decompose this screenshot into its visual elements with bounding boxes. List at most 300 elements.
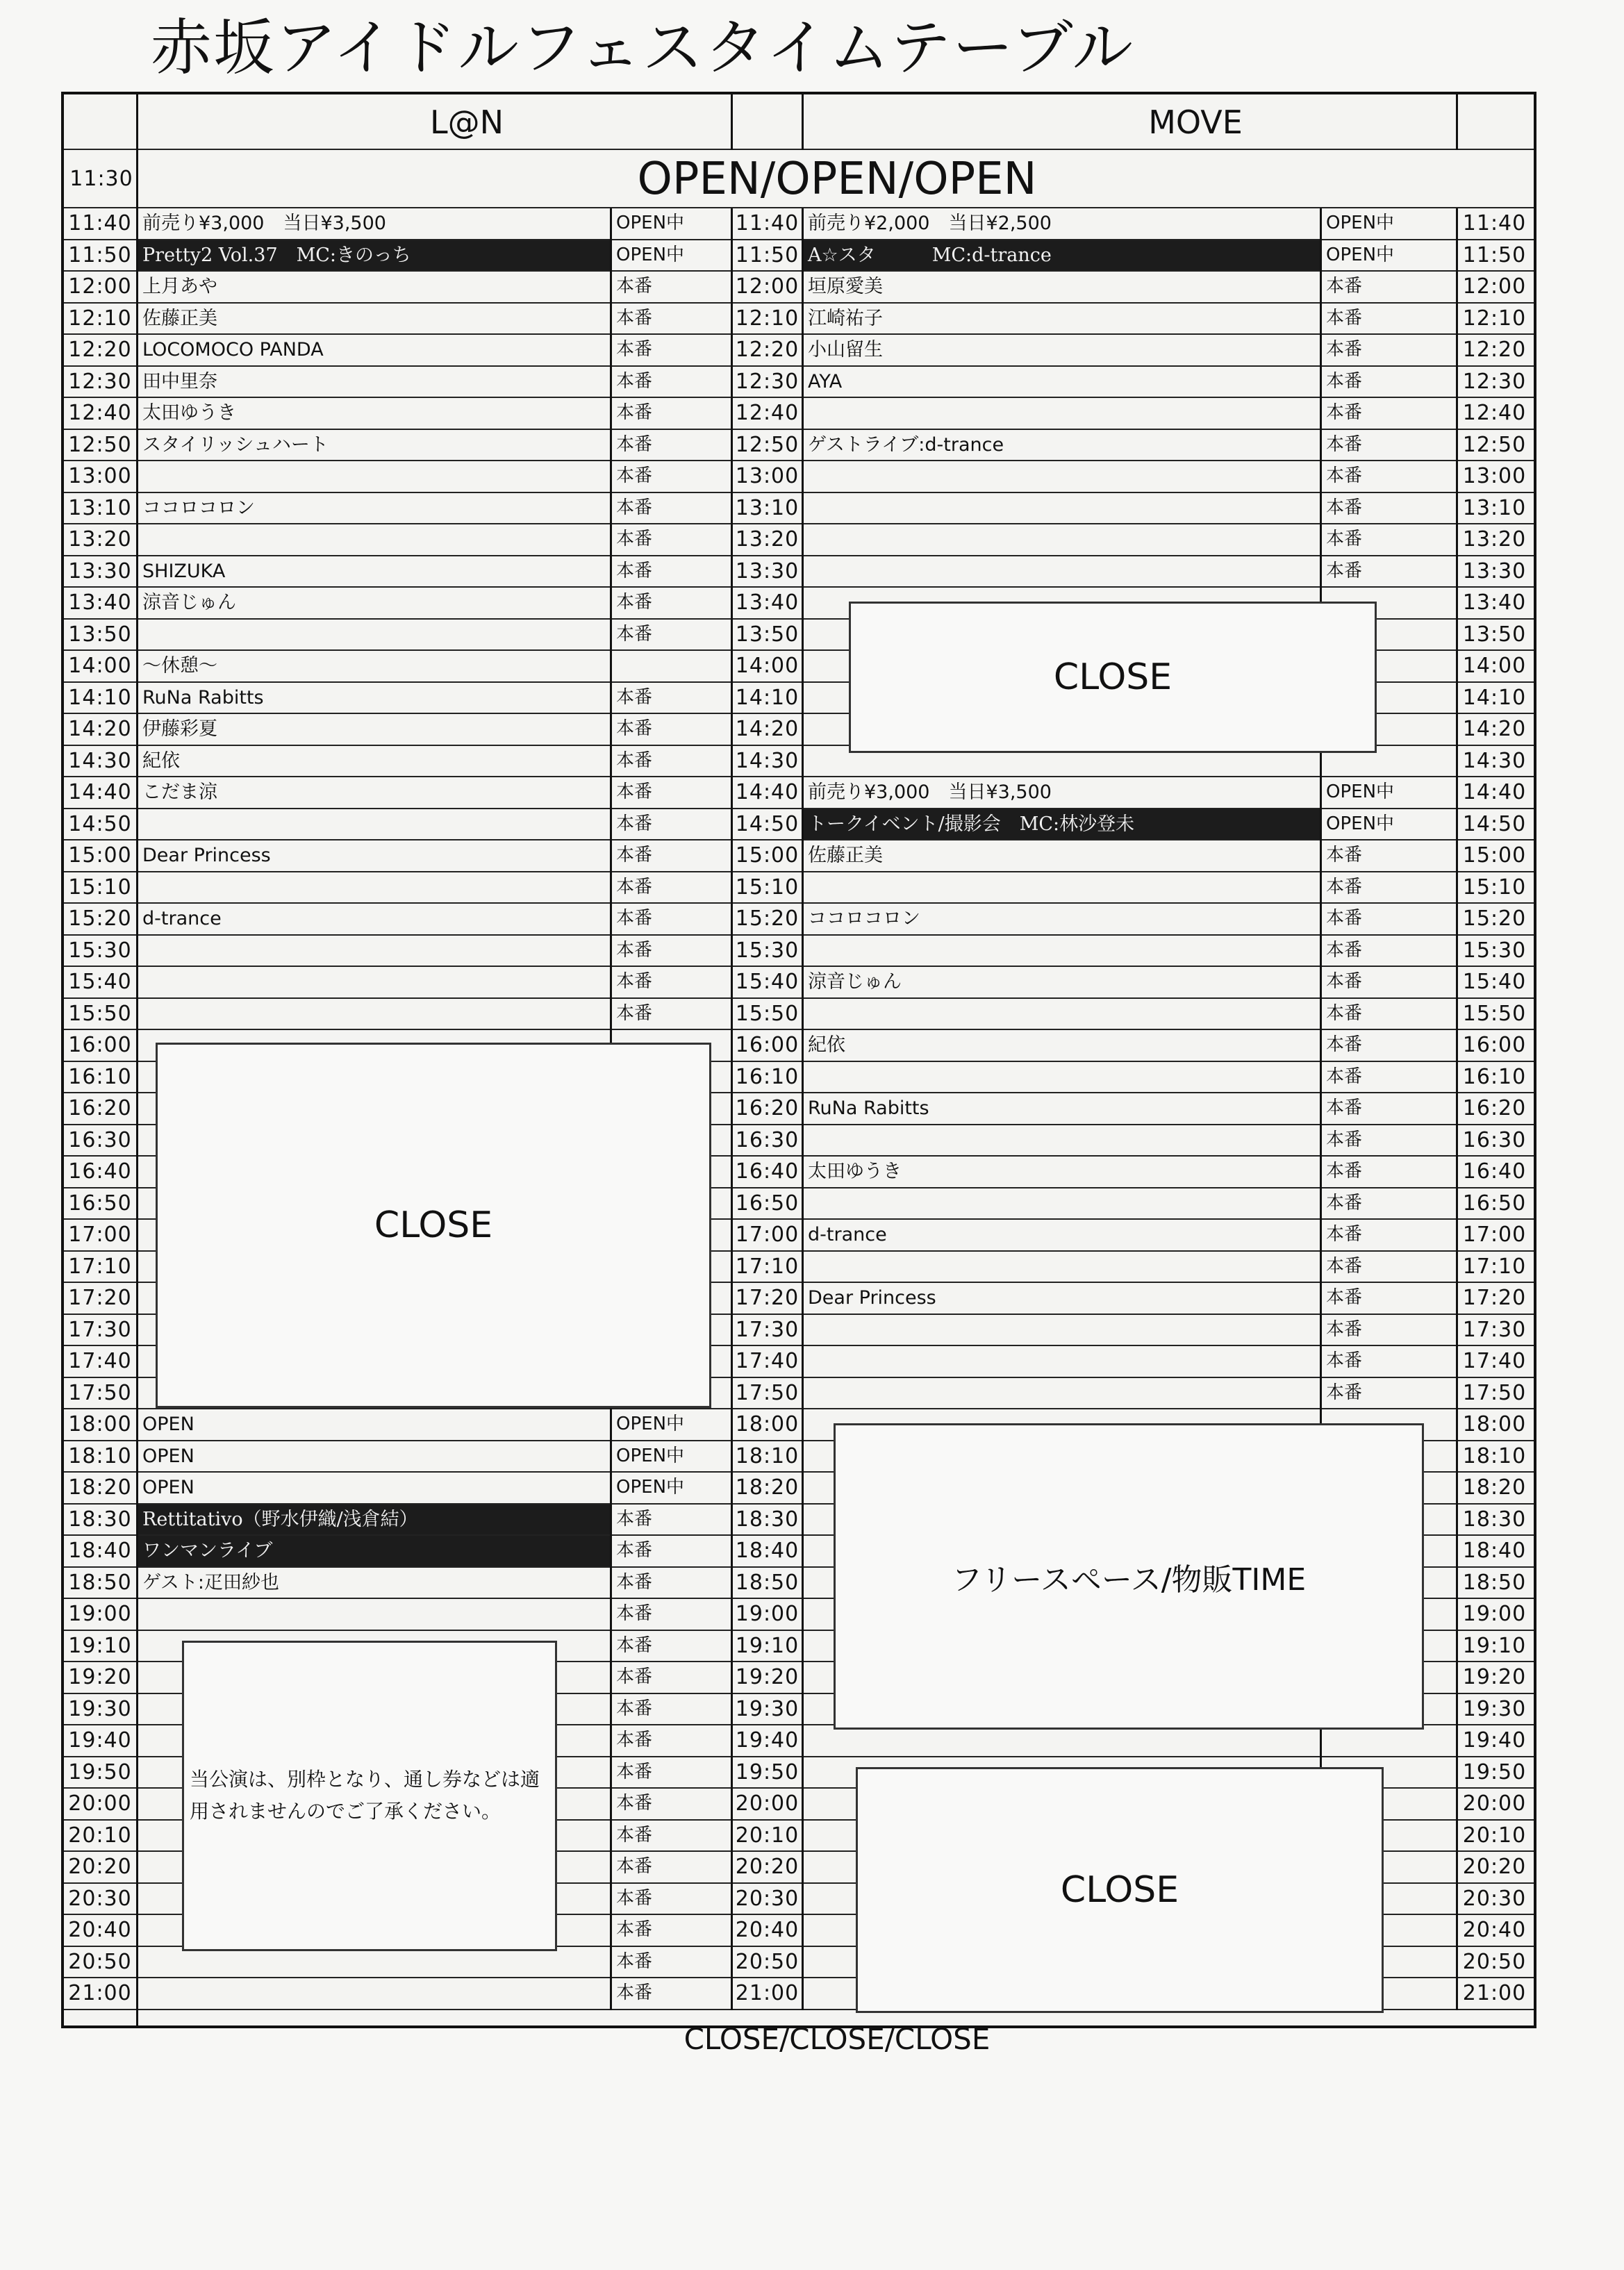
row-time-right: 18:10 (1462, 1443, 1527, 1468)
right-act-name: 紀依 (808, 1034, 845, 1056)
row-time-left: 18:30 (68, 1507, 132, 1532)
row-time-left: 18:50 (68, 1570, 132, 1595)
row-time-center: 15:50 (735, 1001, 799, 1026)
row-time-left: 14:50 (68, 811, 132, 836)
row-time-center: 12:00 (735, 274, 799, 299)
row-time-center: 16:10 (735, 1064, 799, 1089)
row-time-right: 15:30 (1462, 938, 1527, 963)
row-time-left: 21:00 (68, 1981, 132, 2005)
row-time-left: 18:40 (68, 1539, 132, 1563)
row-time-left: 15:10 (68, 875, 132, 900)
left-act-name (138, 1599, 610, 1630)
left-act-name: ゲスト:疋田紗也 (142, 1571, 280, 1593)
row-time-left: 17:30 (68, 1317, 132, 1342)
table-row (64, 240, 1534, 272)
row-time-right: 17:50 (1462, 1380, 1527, 1405)
row-time-left: 17:40 (68, 1349, 132, 1373)
table-row (64, 430, 1534, 462)
grid-line (731, 208, 733, 2010)
row-time-center: 20:20 (735, 1855, 799, 1879)
left-act-name: 佐藤正美 (142, 307, 217, 329)
row-time-center: 11:50 (735, 242, 799, 267)
row-time-center: 16:20 (735, 1096, 799, 1120)
left-status: 本番 (616, 1002, 653, 1024)
row-time-center: 13:20 (735, 527, 799, 552)
right-act-name: 前売り¥2,000 当日¥2,500 (808, 213, 1052, 234)
row-time-center: 20:40 (735, 1918, 799, 1942)
left-act-name: Pretty2 Vol.37 MC:きのっち (138, 240, 610, 271)
row-time-right: 17:40 (1462, 1349, 1527, 1373)
left-status: 本番 (616, 1634, 653, 1656)
left-act-name: 上月あや (142, 276, 217, 297)
row-time-right: 19:30 (1462, 1696, 1527, 1721)
left-status: 本番 (616, 686, 653, 708)
row-time-center: 19:40 (735, 1728, 799, 1753)
row-time-center: 15:40 (735, 970, 799, 994)
right-act-name (804, 936, 1320, 966)
row-time-center: 19:20 (735, 1665, 799, 1689)
left-status: 本番 (616, 370, 653, 392)
row-time-right: 12:50 (1462, 432, 1527, 457)
row-time-right: 20:10 (1462, 1823, 1527, 1848)
table-row (64, 872, 1534, 904)
right-act-name: 太田ゆうき (808, 1161, 902, 1182)
row-time-left: 13:00 (68, 464, 132, 488)
table-row (64, 840, 1534, 872)
left-act-name: OPEN (142, 1414, 194, 1435)
left-act-name: こだま涼 (142, 781, 217, 803)
left-act-name (138, 872, 610, 903)
row-time-center: 11:40 (735, 211, 799, 235)
row-time-right: 19:40 (1462, 1728, 1527, 1753)
row-time-right: 16:20 (1462, 1096, 1527, 1120)
right-act-name (804, 999, 1320, 1029)
row-time-left: 15:40 (68, 970, 132, 994)
row-time-right: 20:20 (1462, 1855, 1527, 1879)
row-time-left: 16:30 (68, 1127, 132, 1152)
right-status: 本番 (1326, 370, 1363, 392)
row-time-left: 18:20 (68, 1475, 132, 1500)
timetable-grid (61, 92, 1536, 2056)
row-time-right: 14:30 (1462, 748, 1527, 773)
stage-header-row (64, 94, 1534, 150)
row-time-center: 18:00 (735, 1412, 799, 1436)
left-status: 本番 (616, 1571, 653, 1593)
stage-header-right: MOVE (1148, 103, 1243, 141)
left-status: 本番 (616, 1824, 653, 1846)
row-time-center: 16:00 (735, 1033, 799, 1057)
left-status: 本番 (616, 1540, 653, 1561)
left-status: 本番 (616, 529, 653, 549)
row-time-left: 13:40 (68, 590, 132, 615)
right-act-name (804, 398, 1320, 429)
left-act-name: 太田ゆうき (142, 402, 236, 424)
row-time-left: 15:20 (68, 906, 132, 931)
left-act-name: 田中里奈 (142, 370, 217, 392)
table-row (64, 524, 1534, 556)
left-status: OPEN中 (616, 1477, 685, 1498)
left-status: 本番 (616, 276, 653, 297)
row-time-left: 12:30 (68, 369, 132, 394)
left-status: 本番 (616, 1982, 653, 2003)
table-row (64, 777, 1534, 809)
page-title: 赤坂アイドルフェスタイムテーブル (150, 12, 1135, 83)
row-time-center: 14:30 (735, 748, 799, 773)
row-time-right: 18:00 (1462, 1412, 1527, 1436)
right-status: 本番 (1326, 1382, 1363, 1403)
row-time-right: 15:50 (1462, 1001, 1527, 1026)
row-time-center: 12:10 (735, 306, 799, 331)
row-time-center: 20:30 (735, 1886, 799, 1911)
table-row (64, 556, 1534, 588)
row-time-center: 14:50 (735, 811, 799, 836)
right-act-name: 江崎祐子 (808, 307, 883, 329)
row-time-center: 13:10 (735, 495, 799, 520)
row-time-right: 14:40 (1462, 780, 1527, 804)
left-status: OPEN中 (616, 213, 685, 233)
row-time-center: 13:30 (735, 558, 799, 583)
grid-line (1456, 208, 1458, 2010)
row-time-center: 14:00 (735, 654, 799, 678)
right-act-name (804, 1725, 1320, 1756)
right-status: 本番 (1326, 1287, 1363, 1308)
left-status: 本番 (616, 1887, 653, 1909)
left-act-name (138, 967, 610, 997)
left-act-name: ココロコロン (142, 497, 255, 519)
table-row (64, 398, 1534, 430)
right-act-name (804, 1125, 1320, 1156)
row-time-right: 15:40 (1462, 970, 1527, 994)
row-time-center: 17:10 (735, 1254, 799, 1279)
row-time-left: 19:50 (68, 1759, 132, 1784)
row-time-center: 18:30 (735, 1507, 799, 1532)
left-status: OPEN中 (616, 1445, 685, 1466)
table-row (64, 367, 1534, 399)
right-act-name (804, 461, 1320, 492)
table-row (64, 461, 1534, 493)
table-row (64, 208, 1534, 240)
left-act-name: 前売り¥3,000 当日¥3,500 (142, 213, 386, 234)
right-status: 本番 (1326, 433, 1363, 455)
row-time-center: 19:00 (735, 1602, 799, 1626)
row-time-right: 19:00 (1462, 1602, 1527, 1626)
right-status: 本番 (1326, 307, 1363, 329)
table-row (64, 904, 1534, 936)
row-time-left: 12:20 (68, 338, 132, 362)
row-time-right: 17:20 (1462, 1286, 1527, 1310)
right-status: 本番 (1326, 339, 1363, 360)
right-status: 本番 (1326, 845, 1363, 865)
row-time-center: 20:10 (735, 1823, 799, 1848)
row-time-right: 18:50 (1462, 1570, 1527, 1595)
row-time-left: 11:50 (68, 242, 132, 267)
left-status: 本番 (616, 560, 653, 581)
table-row (64, 304, 1534, 335)
row-time-right: 13:10 (1462, 495, 1527, 520)
right-act-name (804, 1378, 1320, 1409)
right-act-name: 小山留生 (808, 339, 883, 361)
right-status: 本番 (1326, 1350, 1363, 1371)
row-time-center: 18:50 (735, 1570, 799, 1595)
row-time-right: 13:40 (1462, 590, 1527, 615)
left-status: 本番 (616, 1603, 653, 1624)
right-act-name (804, 493, 1320, 524)
left-act-name: LOCOMOCO PANDA (142, 339, 324, 361)
table-row (64, 272, 1534, 304)
table-row (64, 999, 1534, 1031)
row-time-left: 14:00 (68, 654, 132, 678)
row-time-center: 15:30 (735, 938, 799, 963)
right-act-name (804, 1062, 1320, 1093)
row-time-center: 15:20 (735, 906, 799, 931)
row-time-right: 16:10 (1462, 1064, 1527, 1089)
right-close-box-1: CLOSE (849, 602, 1377, 753)
grid-line (136, 94, 138, 2025)
left-act-name: 涼音じゅん (142, 592, 236, 613)
right-status: 本番 (1326, 1318, 1363, 1340)
row-time-left: 20:00 (68, 1791, 132, 1816)
row-time-left: 19:30 (68, 1696, 132, 1721)
right-status: 本番 (1326, 1192, 1363, 1213)
row-time-center: 16:40 (735, 1159, 799, 1184)
left-act-name (138, 999, 610, 1029)
row-time-left: 20:10 (68, 1823, 132, 1848)
left-status: 本番 (616, 402, 653, 423)
left-close-box: CLOSE (156, 1043, 711, 1408)
right-act-name (804, 524, 1320, 555)
row-time-center: 18:40 (735, 1539, 799, 1563)
row-time-right: 13:00 (1462, 464, 1527, 488)
left-status: 本番 (616, 307, 653, 329)
row-time-center: 14:40 (735, 780, 799, 804)
row-time-right: 21:00 (1462, 1981, 1527, 2005)
left-status: 本番 (616, 1666, 653, 1687)
left-status: 本番 (616, 465, 653, 486)
row-time-left: 16:50 (68, 1191, 132, 1216)
right-status: 本番 (1326, 939, 1363, 961)
right-status: 本番 (1326, 497, 1363, 518)
grid-line (1320, 208, 1322, 2010)
row-time-left: 17:20 (68, 1286, 132, 1310)
left-status: 本番 (616, 908, 653, 929)
row-time-left: 20:30 (68, 1886, 132, 1911)
row-time-right: 13:20 (1462, 527, 1527, 552)
right-act-name: 佐藤正美 (808, 845, 883, 866)
left-act-name (138, 936, 610, 966)
row-time-right: 14:50 (1462, 811, 1527, 836)
left-status: 本番 (616, 845, 653, 865)
left-act-name: Rettitativo（野水伊織/浅倉結） (138, 1505, 610, 1535)
row-time-right: 19:20 (1462, 1665, 1527, 1689)
row-time-left: 15:00 (68, 843, 132, 868)
right-status: 本番 (1326, 1161, 1363, 1182)
row-time-center: 16:50 (735, 1191, 799, 1216)
right-status: 本番 (1326, 560, 1363, 581)
row-time-left: 16:20 (68, 1096, 132, 1120)
row-time-left: 14:40 (68, 780, 132, 804)
left-status: 本番 (616, 939, 653, 961)
left-status: 本番 (616, 592, 653, 613)
row-time-center: 12:50 (735, 432, 799, 457)
row-time-left: 13:50 (68, 622, 132, 647)
table-row (64, 967, 1534, 999)
left-status: 本番 (616, 623, 653, 645)
right-act-name (804, 1346, 1320, 1377)
row-time-right: 13:30 (1462, 558, 1527, 583)
close-row (64, 2010, 1534, 2069)
row-time-right: 11:40 (1462, 211, 1527, 235)
table-row (64, 335, 1534, 367)
row-time-right: 17:30 (1462, 1317, 1527, 1342)
left-status: 本番 (616, 1730, 653, 1750)
left-status: 本番 (616, 781, 653, 802)
row-time-left: 13:30 (68, 558, 132, 583)
row-time-center: 19:10 (735, 1633, 799, 1658)
row-time-center: 18:20 (735, 1475, 799, 1500)
row-time-center: 13:00 (735, 464, 799, 488)
left-status: OPEN中 (616, 244, 685, 265)
left-act-name (138, 461, 610, 492)
row-time-center: 17:00 (735, 1223, 799, 1247)
right-act-name (804, 1315, 1320, 1345)
row-time-right: 17:00 (1462, 1223, 1527, 1247)
right-status: OPEN中 (1326, 213, 1395, 233)
free-space-box: フリースペース/物販TIME (834, 1423, 1424, 1730)
right-status: 本番 (1326, 876, 1363, 897)
row-time-left: 17:50 (68, 1380, 132, 1405)
row-time-left: 19:40 (68, 1728, 132, 1753)
left-act-name (138, 1947, 610, 1978)
grid-line (1456, 94, 1458, 150)
left-status: OPEN中 (616, 1414, 685, 1434)
row-time-left: 14:10 (68, 685, 132, 710)
row-time-center: 19:50 (735, 1759, 799, 1784)
row-time-center: 19:30 (735, 1696, 799, 1721)
row-time-right: 11:50 (1462, 242, 1527, 267)
row-time-left: 15:30 (68, 938, 132, 963)
row-time-right: 16:30 (1462, 1127, 1527, 1152)
right-act-name (804, 1252, 1320, 1282)
row-time-right: 18:40 (1462, 1539, 1527, 1563)
row-time-left: 17:00 (68, 1223, 132, 1247)
row-time-left: 14:30 (68, 748, 132, 773)
row-time-right: 20:30 (1462, 1886, 1527, 1911)
left-act-name: OPEN (142, 1477, 194, 1498)
row-time-center: 21:00 (735, 1981, 799, 2005)
right-act-name (804, 556, 1320, 587)
right-status: 本番 (1326, 1224, 1363, 1245)
row-time-center: 12:30 (735, 369, 799, 394)
right-act-name: d-trance (808, 1224, 887, 1245)
right-act-name (804, 872, 1320, 903)
row-time-left: 19:20 (68, 1665, 132, 1689)
row-time-right: 12:10 (1462, 306, 1527, 331)
row-time-left: 19:10 (68, 1633, 132, 1658)
row-time-center: 16:30 (735, 1127, 799, 1152)
right-status: 本番 (1326, 1129, 1363, 1150)
row-time-center: 20:50 (735, 1949, 799, 1974)
left-act-name: ワンマンライブ (138, 1536, 610, 1566)
row-time-right: 12:30 (1462, 369, 1527, 394)
right-act-name: Dear Princess (808, 1287, 936, 1309)
left-act-name: d-trance (142, 908, 222, 929)
right-act-name: 前売り¥3,000 当日¥3,500 (808, 781, 1052, 803)
right-status: 本番 (1326, 1034, 1363, 1055)
row-time-center: 15:10 (735, 875, 799, 900)
row-time-right: 18:20 (1462, 1475, 1527, 1500)
left-act-name: ～休憩～ (142, 655, 217, 677)
row-time-right: 16:40 (1462, 1159, 1527, 1184)
left-status: 本番 (616, 1761, 653, 1782)
right-close-box-2: CLOSE (856, 1767, 1384, 2013)
left-status: 本番 (616, 718, 653, 739)
left-status: 本番 (616, 1508, 653, 1530)
left-status: 本番 (616, 971, 653, 992)
left-status: 本番 (616, 497, 653, 518)
stage-header-left: L@N (429, 103, 504, 141)
row-time-right: 20:40 (1462, 1918, 1527, 1942)
left-act-name (138, 620, 610, 650)
right-act-name: 垣原愛美 (808, 276, 883, 297)
right-act-name: ココロコロン (808, 908, 920, 929)
row-time-left: 16:10 (68, 1064, 132, 1089)
row-time-left: 20:20 (68, 1855, 132, 1879)
left-status: 本番 (616, 1793, 653, 1814)
left-act-name (138, 524, 610, 555)
row-time-right: 12:20 (1462, 338, 1527, 362)
open-banner: OPEN/OPEN/OPEN (637, 154, 1037, 205)
row-time-left: 20:50 (68, 1949, 132, 1974)
row-time-center: 13:40 (735, 590, 799, 615)
row-time-left: 11:40 (68, 211, 132, 235)
left-status: 本番 (616, 1919, 653, 1940)
row-time-right: 16:00 (1462, 1033, 1527, 1057)
left-act-name: RuNa Rabitts (142, 686, 264, 709)
row-time-left: 12:10 (68, 306, 132, 331)
right-status: 本番 (1326, 276, 1363, 297)
right-status: OPEN中 (1326, 781, 1395, 802)
row-time-right: 20:00 (1462, 1791, 1527, 1816)
row-time-left: 12:40 (68, 401, 132, 425)
left-status: 本番 (616, 876, 653, 897)
right-status: 本番 (1326, 1066, 1363, 1087)
right-act-name: トークイベント/撮影会 MC:林沙登未 (804, 809, 1320, 840)
left-act-name (138, 809, 610, 840)
row-time-right: 14:10 (1462, 685, 1527, 710)
table-row (64, 936, 1534, 968)
right-status: 本番 (1326, 465, 1363, 486)
row-time-left: 16:40 (68, 1159, 132, 1184)
left-status: 本番 (616, 1698, 653, 1719)
row-time-center: 12:40 (735, 401, 799, 425)
row-time-right: 14:00 (1462, 654, 1527, 678)
row-time-center: 17:40 (735, 1349, 799, 1373)
row-time-right: 18:30 (1462, 1507, 1527, 1532)
row-time-right: 16:50 (1462, 1191, 1527, 1216)
left-status: 本番 (616, 339, 653, 360)
row-time-left: 20:40 (68, 1918, 132, 1942)
row-time-center: 17:30 (735, 1317, 799, 1342)
row-time-right: 12:40 (1462, 401, 1527, 425)
right-act-name: RuNa Rabitts (808, 1097, 929, 1119)
row-time-right: 19:10 (1462, 1633, 1527, 1658)
right-act-name (804, 1188, 1320, 1219)
row-time-right: 14:20 (1462, 717, 1527, 741)
left-act-name: スタイリッシュハート (142, 433, 329, 456)
left-status: 本番 (616, 813, 653, 834)
right-act-name: AYA (808, 370, 843, 392)
grid-line (802, 208, 804, 2010)
